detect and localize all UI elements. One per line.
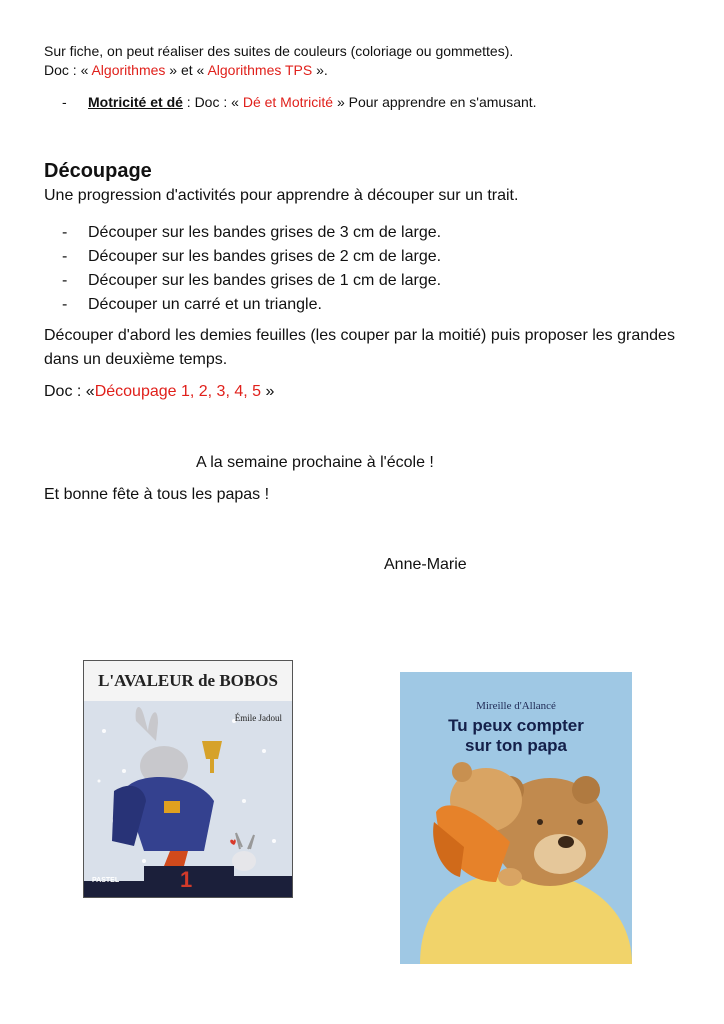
algorithmes-link[interactable]: Algorithmes (91, 62, 166, 78)
doc-prefix: Doc : « (44, 62, 92, 78)
signature: Anne-Marie (384, 556, 467, 573)
book2-title (400, 716, 632, 756)
bullet-dash: - (62, 94, 67, 110)
bullet-dash: - (62, 296, 68, 313)
list-item (62, 293, 441, 317)
book-cover-avaleur-de-bobos (83, 660, 293, 898)
decoupage-intro: Une progression d'activités pour apprendre à découper sur un trait. (44, 187, 519, 204)
doc-middle: » et « (165, 62, 208, 78)
list-item-text: Découper un carré et un triangle. (88, 296, 322, 313)
list-item-text: Découper sur les bandes grises de 1 cm de large. (88, 272, 442, 289)
motricite-label: Motricité et dé (88, 94, 183, 110)
book1-publisher: PASTEL (92, 877, 120, 884)
book2-title-line2: sur ton papa (464, 736, 567, 755)
list-item-text: Découper sur les bandes grises de 3 cm de large. (88, 224, 442, 241)
motricite-doc-prefix: : Doc : « (182, 94, 243, 110)
bullet-dash: - (62, 272, 68, 289)
book2-title-line1: Tu peux compter (448, 716, 584, 735)
decoupage-list (62, 221, 441, 317)
podium-number: 1 (180, 867, 193, 892)
bullet-dash: - (62, 224, 68, 241)
book1-author: Émile Jadoul (234, 713, 282, 723)
intro-line-1: Sur fiche, on peut réaliser des suites de couleurs (coloriage ou gommettes). (44, 43, 514, 59)
doc-suffix: » (261, 383, 275, 400)
intro-doc-line (44, 61, 513, 80)
book-cover-tu-peux-compter (400, 672, 632, 964)
list-item-text: Découper sur les bandes grises de 2 cm de large. (88, 248, 442, 265)
decoupage-doc-line (44, 383, 274, 401)
closing-line: A la semaine prochaine à l'école ! (196, 454, 434, 471)
decoupage-paragraph: Découper d'abord les demies feuilles (les couper par la moitié) puis proposer les grandes dans un deuxième temps. (44, 327, 675, 368)
list-item (62, 221, 441, 245)
motricite-item (62, 94, 537, 110)
section-heading-decoupage: Découpage (44, 160, 152, 182)
doc-prefix: Doc : « (44, 383, 95, 400)
bullet-dash: - (62, 248, 68, 265)
decoupage-link[interactable]: Découpage 1, 2, 3, 4, 5 (94, 383, 262, 400)
list-item (62, 269, 441, 293)
algorithmes-tps-link[interactable]: Algorithmes TPS (207, 62, 313, 78)
motricite-suffix: » Pour apprendre en s'amusant. (333, 94, 537, 110)
book-cover-illustration (84, 661, 292, 897)
fete-line: Et bonne fête à tous les papas ! (44, 486, 270, 503)
de-motricite-link[interactable]: Dé et Motricité (242, 94, 334, 110)
book2-author: Mireille d'Allancé (476, 700, 556, 712)
doc-suffix: ». (312, 62, 328, 78)
intro-paragraph (44, 42, 513, 80)
list-item (62, 245, 441, 269)
book1-title: L'AVALEUR de BOBOS (98, 671, 278, 690)
